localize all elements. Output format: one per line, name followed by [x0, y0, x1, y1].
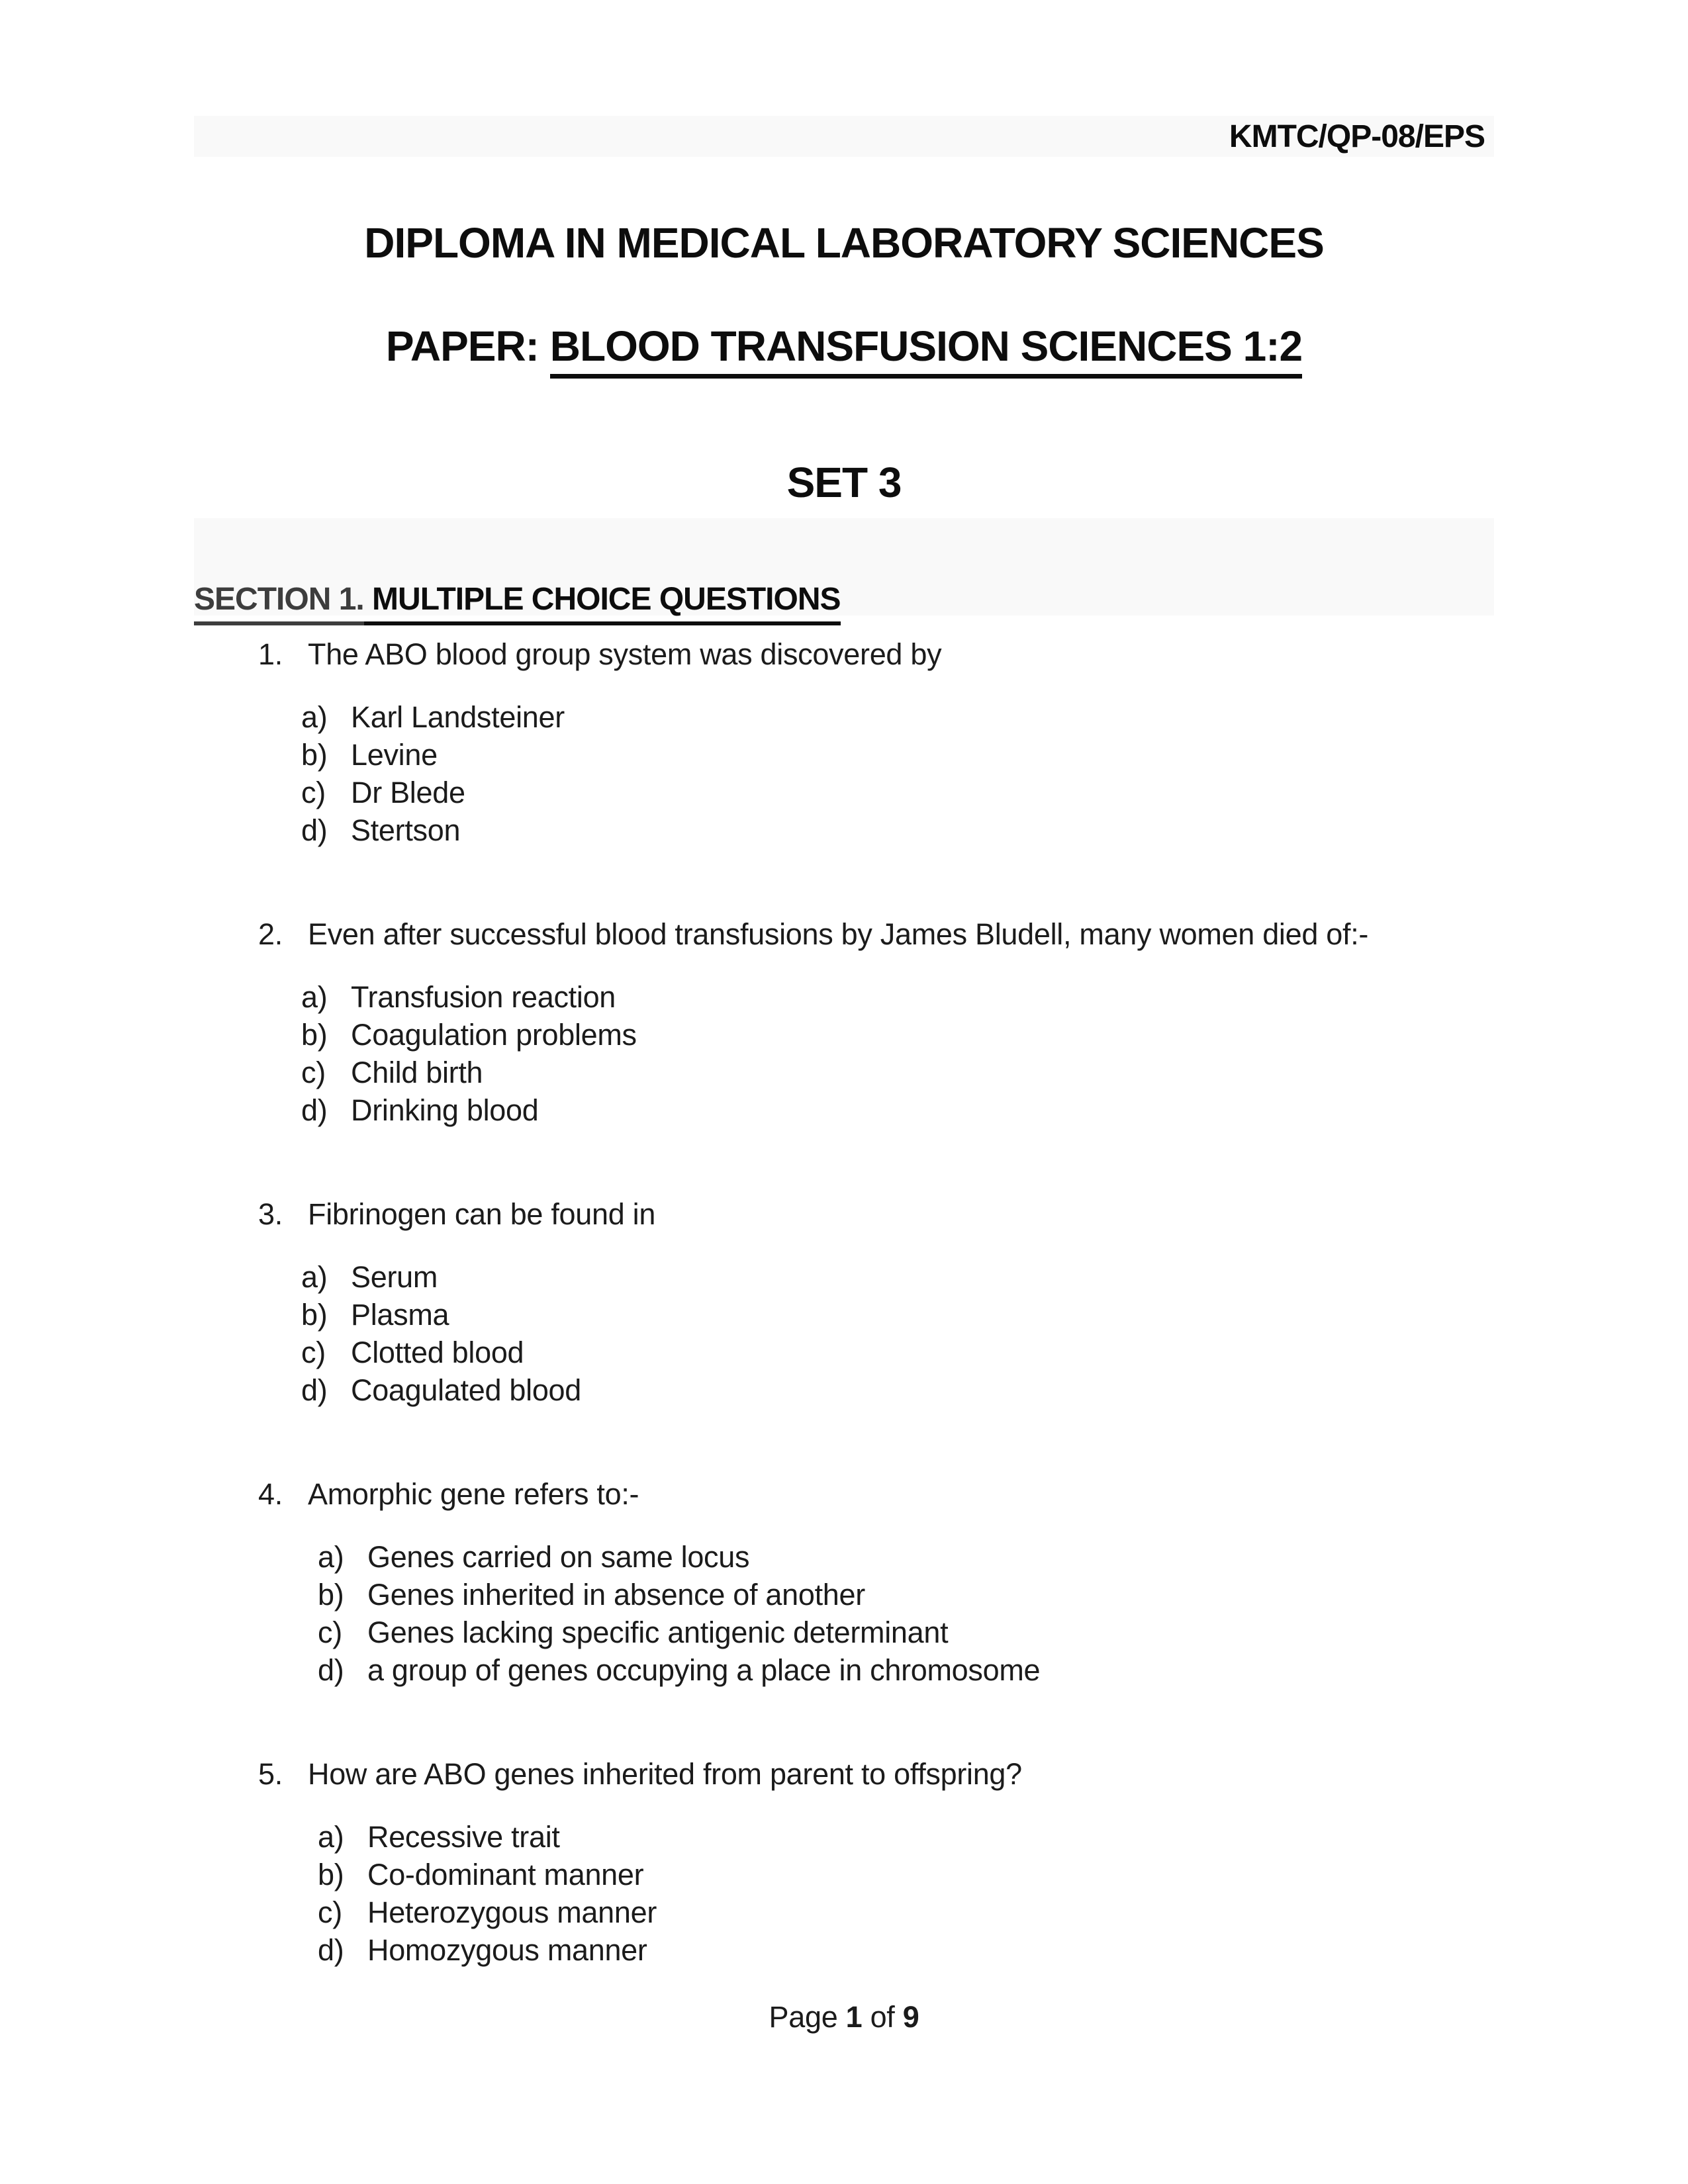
- question-1-options: [194, 698, 1584, 849]
- question-5: [194, 1755, 1584, 1969]
- option-text: Genes lacking specific antigenic determinant: [367, 1615, 949, 1649]
- option-b: [194, 1016, 1584, 1054]
- option-text: Heterozygous manner: [367, 1895, 657, 1929]
- question-2-options: [194, 978, 1584, 1129]
- option-b: [194, 1576, 1584, 1614]
- option-letter: d): [318, 1653, 344, 1687]
- option-c: [194, 1614, 1584, 1651]
- question-text: Amorphic gene refers to:-: [308, 1477, 639, 1511]
- section-band: [194, 518, 1494, 615]
- option-text: Clotted blood: [351, 1336, 524, 1369]
- option-text: Co-dominant manner: [367, 1858, 644, 1891]
- option-letter: b): [318, 1578, 344, 1612]
- option-letter: a): [301, 980, 328, 1014]
- option-text: Plasma: [351, 1298, 449, 1332]
- footer-prefix: Page: [769, 2000, 846, 2034]
- option-text: Genes carried on same locus: [367, 1540, 750, 1574]
- question-number: 3.: [258, 1197, 283, 1231]
- option-letter: c): [318, 1895, 342, 1929]
- paper-title: [0, 322, 1688, 371]
- option-letter: a): [318, 1540, 344, 1574]
- option-text: Child birth: [351, 1056, 483, 1089]
- question-5-options: [194, 1818, 1584, 1969]
- question-list: [194, 635, 1584, 2035]
- question-number: 1.: [258, 637, 283, 671]
- question-4-options: [194, 1538, 1584, 1689]
- option-text: Recessive trait: [367, 1820, 560, 1854]
- option-text: Drinking blood: [351, 1093, 539, 1127]
- question-4-stem: [194, 1475, 1584, 1513]
- option-text: Genes inherited in absence of another: [367, 1578, 865, 1612]
- option-d: [194, 1651, 1584, 1689]
- option-letter: d): [301, 813, 328, 847]
- option-letter: a): [301, 1260, 328, 1294]
- question-number: 4.: [258, 1477, 283, 1511]
- option-text: Coagulated blood: [351, 1373, 581, 1407]
- question-3-stem: [194, 1195, 1584, 1233]
- option-letter: d): [318, 1933, 344, 1967]
- option-text: Karl Landsteiner: [351, 700, 565, 734]
- option-letter: b): [301, 1018, 328, 1052]
- question-number: 2.: [258, 917, 283, 951]
- option-letter: c): [301, 1056, 326, 1089]
- option-letter: a): [318, 1820, 344, 1854]
- option-c: [194, 1893, 1584, 1931]
- question-3-options: [194, 1258, 1584, 1409]
- option-c: [194, 774, 1584, 811]
- option-a: [194, 1258, 1584, 1296]
- option-text: Dr Blede: [351, 776, 465, 809]
- question-3: [194, 1195, 1584, 1409]
- section-title: MULTIPLE CHOICE QUESTIONS: [364, 582, 841, 625]
- option-letter: c): [318, 1615, 342, 1649]
- option-a: [194, 698, 1584, 736]
- section-number: SECTION 1.: [194, 582, 364, 625]
- option-letter: b): [301, 738, 328, 772]
- footer-page-number: 1: [845, 2000, 863, 2034]
- question-text: Fibrinogen can be found in: [308, 1197, 656, 1231]
- question-1-stem: [194, 635, 1584, 673]
- option-d: [194, 1091, 1584, 1129]
- option-c: [194, 1054, 1584, 1091]
- document-code: KMTC/QP-08/EPS: [1229, 118, 1485, 154]
- question-4: [194, 1475, 1584, 1689]
- option-a: [194, 978, 1584, 1016]
- paper-title-prefix: PAPER:: [385, 322, 550, 370]
- option-a: [194, 1818, 1584, 1856]
- header-band: [194, 116, 1494, 157]
- option-letter: c): [301, 776, 326, 809]
- question-1: [194, 635, 1584, 849]
- option-b: [194, 1856, 1584, 1893]
- question-text: The ABO blood group system was discovered by: [308, 637, 942, 671]
- option-text: a group of genes occupying a place in chromosome: [367, 1653, 1041, 1687]
- option-letter: c): [301, 1336, 326, 1369]
- footer-total-pages: 9: [902, 2000, 919, 2034]
- option-d: [194, 811, 1584, 849]
- option-letter: d): [301, 1093, 328, 1127]
- section-heading: [194, 584, 841, 615]
- option-text: Coagulation problems: [351, 1018, 637, 1052]
- option-text: Stertson: [351, 813, 461, 847]
- question-2: [194, 915, 1584, 1129]
- page-footer: [0, 2000, 1688, 2034]
- option-b: [194, 736, 1584, 774]
- question-5-stem: [194, 1755, 1584, 1793]
- question-text: How are ABO genes inherited from parent to offspring?: [308, 1757, 1022, 1791]
- question-2-stem: [194, 915, 1584, 953]
- footer-middle: of: [862, 2000, 903, 2034]
- option-d: [194, 1931, 1584, 1969]
- option-letter: a): [301, 700, 328, 734]
- option-text: Serum: [351, 1260, 438, 1294]
- course-title: DIPLOMA IN MEDICAL LABORATORY SCIENCES: [364, 219, 1324, 267]
- option-letter: b): [301, 1298, 328, 1332]
- option-text: Transfusion reaction: [351, 980, 616, 1014]
- option-c: [194, 1334, 1584, 1371]
- option-b: [194, 1296, 1584, 1334]
- option-letter: d): [301, 1373, 328, 1407]
- question-text: Even after successful blood transfusions by James Bludell, many women died of:-: [308, 917, 1369, 951]
- question-number: 5.: [258, 1757, 283, 1791]
- paper-title-underlined: BLOOD TRANSFUSION SCIENCES 1:2: [550, 322, 1302, 379]
- option-a: [194, 1538, 1584, 1576]
- option-letter: b): [318, 1858, 344, 1891]
- option-text: Homozygous manner: [367, 1933, 647, 1967]
- set-label: SET 3: [786, 459, 902, 506]
- option-text: Levine: [351, 738, 438, 772]
- option-d: [194, 1371, 1584, 1409]
